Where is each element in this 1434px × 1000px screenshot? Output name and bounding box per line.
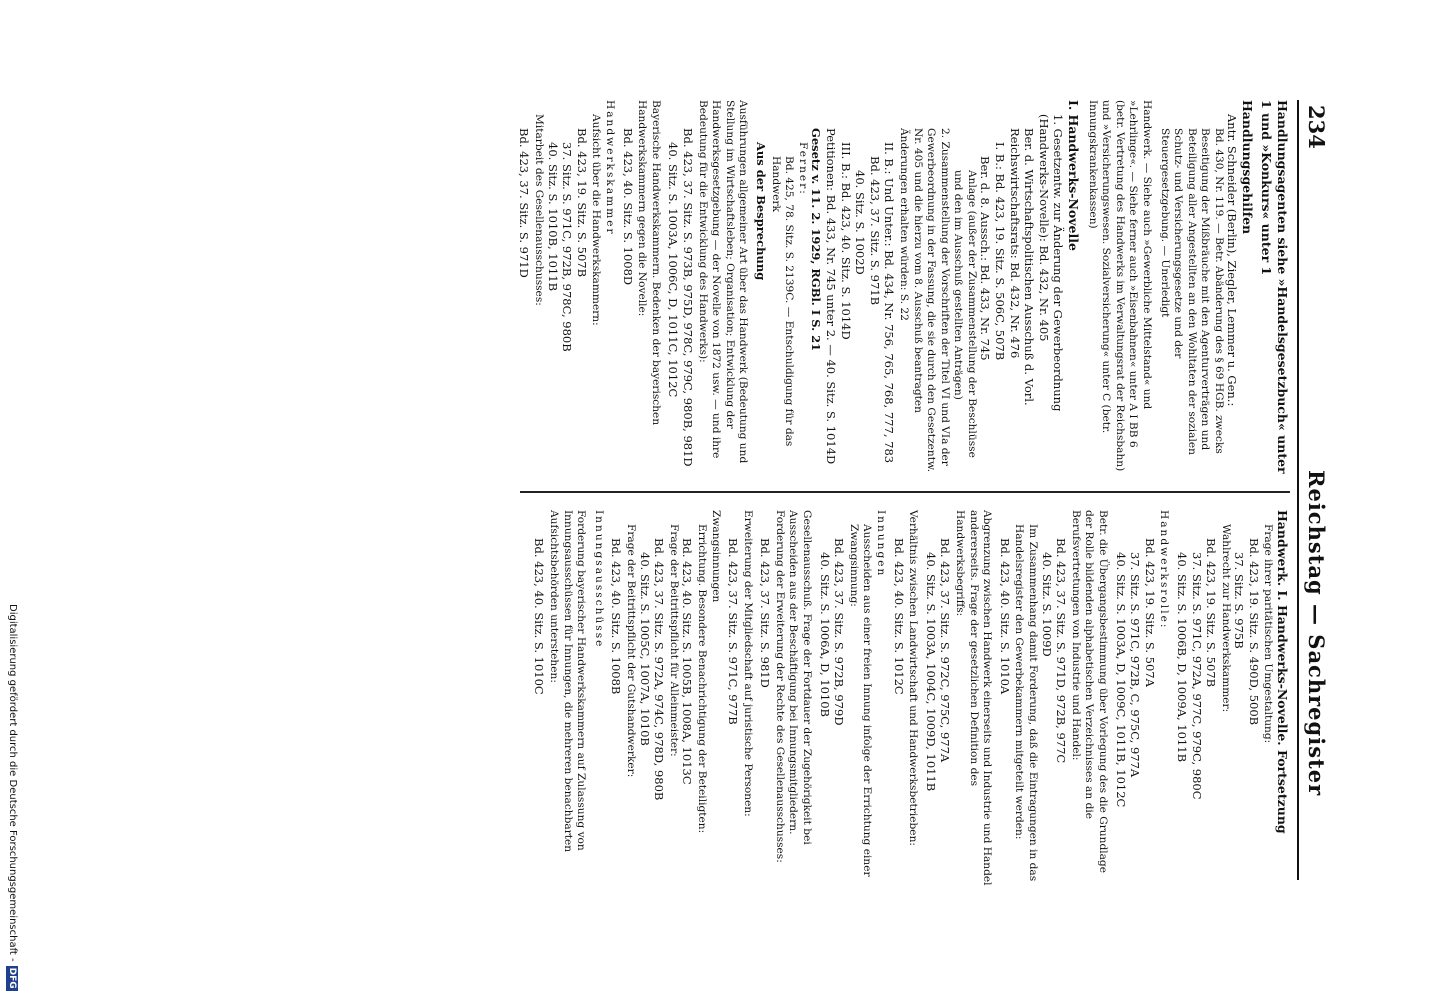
index-entry: Bd. 423, 19. Sitz. S. 507B <box>574 128 589 278</box>
index-entry: 1. Gesetzentw. zur Änderung der Gewerbeordnung (Handwerks-Novelle): Bd. 432, Nr. 405 <box>1036 114 1066 412</box>
index-entry: Frage der Beitrittspflicht für Alleinmeister: <box>667 524 680 757</box>
index-entry: I. B.: Bd. 423, 19. Sitz. S. 506C, 507B <box>993 142 1008 361</box>
index-entry: Bd. 423, 37. Sitz. S. 972A, 974C, 978D, 980B <box>652 538 667 801</box>
index-entry: Bd. 423, 37. Sitz. S. 971D <box>517 128 532 278</box>
index-entry: Erweiterung der Mitgliedschaft auf juristische Personen: <box>741 510 754 817</box>
index-entry: Bd. 430, Nr. 119. — Betr. Abänderung des § 69 HGB. zwecks Beseitigung der Mißbräuche mit den Agenturverträgen und Beteiligung aller Angestellten an den Wohltaten der sozialen Schutz- und Versicherungsgesetze und der Steuergesetzgebung. — Unerledigt <box>1158 128 1225 455</box>
index-entry: Innungen <box>875 510 888 578</box>
index-entry: 40. Sitz. S. 1002D <box>853 170 868 275</box>
index-entry: Errichtung. Besondere Benachrichtigung der Beteiligten: <box>695 524 708 834</box>
index-entry: Bayerische Handwerkskammern. Bedenken der bayerischen Handwerkskammern gegen die Novelle: <box>636 100 662 426</box>
index-entry: III. B.: Bd. 423, 40. Sitz. S. 1014D <box>838 142 853 340</box>
right-column <box>532 510 1290 890</box>
index-entry: 40. Sitz. S. 1009D <box>1039 552 1054 657</box>
running-head: Reichstag — Sachregister <box>1304 470 1329 797</box>
page-number: 234 <box>1304 105 1329 149</box>
index-entry: Bd. 423, 40. Sitz. S. 1010C <box>532 538 547 695</box>
header-rule <box>1297 100 1299 880</box>
index-entry: Mitarbeit des Gesellenausschusses: <box>533 114 546 306</box>
index-entry: 40. Sitz. S. 1003A, D, 1009C, 1011B, 1012C <box>1113 552 1128 808</box>
index-entry: Im Zusammenhang damit Forderung, daß die Eintragungen in das Handelsregister den Gewerbekammern mitgeteilt werden: <box>1013 524 1039 882</box>
left-column <box>517 100 1290 475</box>
index-entry: Handwerk. — Siehe auch »Gewerbliche Mittelstand« und »Lehrlinge«. — Siehe ferner auch »Eisenbahnen« unter A I BB 6 (betr. Vertretung des Handwerks im Verwaltungsrat der Reichsbahn) und »Versicherungswesen. Sozialversicherung« unter C (betr. Innungskrankenkassen) <box>1086 100 1153 472</box>
index-entry: Bd. 423, 37. Sitz. S. 981D <box>758 538 773 688</box>
index-entry: Ber. d. Wirtschaftspolitischen Ausschuß d. Vorl. Reichswirtschaftsrats: Bd. 432, Nr. 476 <box>1007 128 1037 406</box>
index-entry: Gesetz v. 11. 2. 1929, RGBl. I S. 21 <box>809 128 824 352</box>
index-entry: Handwerksrolle: <box>1158 510 1171 630</box>
index-entry: Bd. 423, 37. Sitz. S. 971B <box>867 156 882 306</box>
index-entry: Forderung bayerischer Handwerkskammern auf Zulassung von Innungsausschüssen für Innungen, die mehreren benachbarten Aufsichtsbehörden unterstehen: <box>548 510 588 853</box>
index-entry: Ausscheiden aus einer freien Innung infolge der Errichtung einer Zwangsinnung: <box>847 524 874 877</box>
index-entry: Bd. 423, 37. Sitz. S. 971D, 972B, 977C <box>1054 538 1069 764</box>
footer-text: Digitalisierung gefördert durch die Deutsche Forschungsgemeinschaft - <box>7 604 18 962</box>
index-entry: Bd. 423, 19. Sitz. S. 490D, 500B <box>1246 538 1261 726</box>
index-entry: Bd. 423, 19. Sitz. S. 507A <box>1142 538 1157 687</box>
index-entry: Antr. Schneider (Berlin), Ziegler, Lemmer u. Gen.: <box>1225 114 1240 407</box>
index-entry: Bd. 423, 37. Sitz. S. 971C, 977B <box>726 538 741 725</box>
index-entry: Bd. 425, 78. Sitz. S. 2139C. — Entschuldigung für das Handwerk <box>769 156 796 447</box>
digitization-footer <box>4 604 20 994</box>
index-entry: Bd. 423, 37. Sitz. S. 972B, 979D <box>832 538 847 726</box>
index-entry: 37. Sitz. S. 971C, 972B, 978C, 980B <box>560 142 575 352</box>
index-entry: Frage der Beitrittspflicht der Gutshandwerker: <box>624 524 637 778</box>
index-entry: Petitionen: Bd. 433, Nr. 745 unter 2. — 40. Sitz. S. 1014D <box>823 128 838 465</box>
index-entry: Anlage (außer der Zusammenstellung der Beschlüsse und den im Ausschuß gestellten Anträgen) <box>952 170 978 458</box>
index-entry: 40. Sitz. S. 1003A, 1006C, D, 1011C, 1012C <box>666 142 681 398</box>
index-entry: Bd. 423, 37. Sitz. S. 973B, 975D, 978C, 979C, 980B, 981D <box>681 128 696 467</box>
index-entry: Ferner: <box>796 142 809 196</box>
index-entry: Bd. 423, 19. Sitz. S. 507B <box>1204 538 1219 688</box>
index-entry: 37. Sitz. S. 975B <box>1232 552 1247 649</box>
index-entry: Frage ihrer paritätischen Umgestaltung: <box>1262 524 1275 744</box>
index-entry: Wahlrecht zur Handwerkskammer: <box>1219 524 1232 713</box>
index-entry: 40. Sitz. S. 1010B, 1011B <box>545 142 560 292</box>
index-entry: Verhältnis zwischen Landwirtschaft und Handwerksbetrieben: <box>907 510 920 846</box>
index-entry: Bd. 423, 37. Sitz. S. 972C, 975C, 977A <box>938 538 953 763</box>
index-entry: Aus der Besprechung <box>754 142 768 281</box>
index-entry: Handwerk. I. Handwerks-Novelle. Fortsetzung <box>1275 510 1290 834</box>
index-entry: 37. Sitz. S. 971C, 972A, 977C, 979C, 980C <box>1189 552 1204 800</box>
index-entry: 40. Sitz. S. 1006B, D, 1009A, 1011B <box>1174 552 1189 763</box>
index-entry: 2. Zusammenstellung der Vorschriften der Titel VI und VIa der Gewerbeordnung in der Fassung, die sie durch den Gesetzentw. Nr. 405 und die hierzu vom 8. Ausschuß beantragten Änderungen erhalten würden: S. 22 <box>897 128 951 473</box>
index-entry: Gesellenausschuß. Frage der Fortdauer der Zugehörigkeit bei Ausscheiden aus der Beschäftigung bei Innungsmitgliedern. Forderung der Erweiterung der Rechte des Gesellenausschusses: <box>773 510 814 863</box>
index-entry: Ber. d. 8. Aussch.: Bd. 433, Nr. 745 <box>978 156 993 361</box>
index-entry: I. Handwerks-Novelle <box>1065 100 1081 251</box>
index-entry: Bd. 423, 40. Sitz. S. 1008B <box>609 538 624 695</box>
index-entry: Handwerkskammer <box>604 100 617 236</box>
index-entry: Innungsausschüsse <box>592 510 605 649</box>
index-entry: Bd. 423, 40. Sitz. S. 1012C <box>891 538 906 695</box>
index-entry: Ausführungen allgemeiner Art über das Handwerk (Bedeutung und Stellung im Wirtschaftsleben; Organisation; Entwicklung der Handwerksgesetzgebung — der Novelle von 1872 usw. — und ihre Bedeutung für die Entwicklung des Handwerks): <box>696 100 750 464</box>
index-entry: Abgrenzung zwischen Handwerk einerseits und Industrie und Handel andererseits. Frage der gesetzlichen Definition des Handwerksbegriffs: <box>954 510 994 886</box>
index-entry: Bd. 423, 40. Sitz. S. 1005B, 1008A, 1013C <box>680 538 695 785</box>
index-entry: II. B.: Und Unter.: Bd. 434, Nr. 756, 765, 768, 777, 783 <box>882 142 897 464</box>
column-divider <box>520 491 1290 493</box>
index-entry: 40. Sitz. S. 1005C, 1007A, 1010B <box>637 552 652 746</box>
dfg-logo: DFG <box>7 967 17 989</box>
index-entry: Bd. 423, 40. Sitz. S. 1010A <box>997 538 1012 695</box>
index-entry: Zwangsinnungen <box>709 510 722 603</box>
index-entry: Betr. die Übergangsbestimmung über Vorlegung des die Grundlage der Rolle bildenden alphabetischen Verzeichnisses an die Berufsvertretungen von Industrie und Handel: <box>1069 510 1109 873</box>
index-entry: 40. Sitz. S. 1006A, D, 1010B <box>817 552 832 717</box>
index-entry: Handlungsgehilfen <box>1240 100 1255 235</box>
index-entry: 37. Sitz. S. 971C, 972B, C, 975C, 977A <box>1128 552 1143 778</box>
index-entry: Aufsicht über die Handwerkskammern: <box>590 114 603 326</box>
index-entry: Handlungsagenten siehe »Handelsgesetzbuch« unter 1 und »Konkurs« unter 1 <box>1259 100 1290 474</box>
index-entry: 40. Sitz. S. 1003A, 1004C, 1009D, 1011B <box>923 552 938 792</box>
index-entry: Bd. 423, 40. Sitz. S. 1008D <box>620 128 635 286</box>
